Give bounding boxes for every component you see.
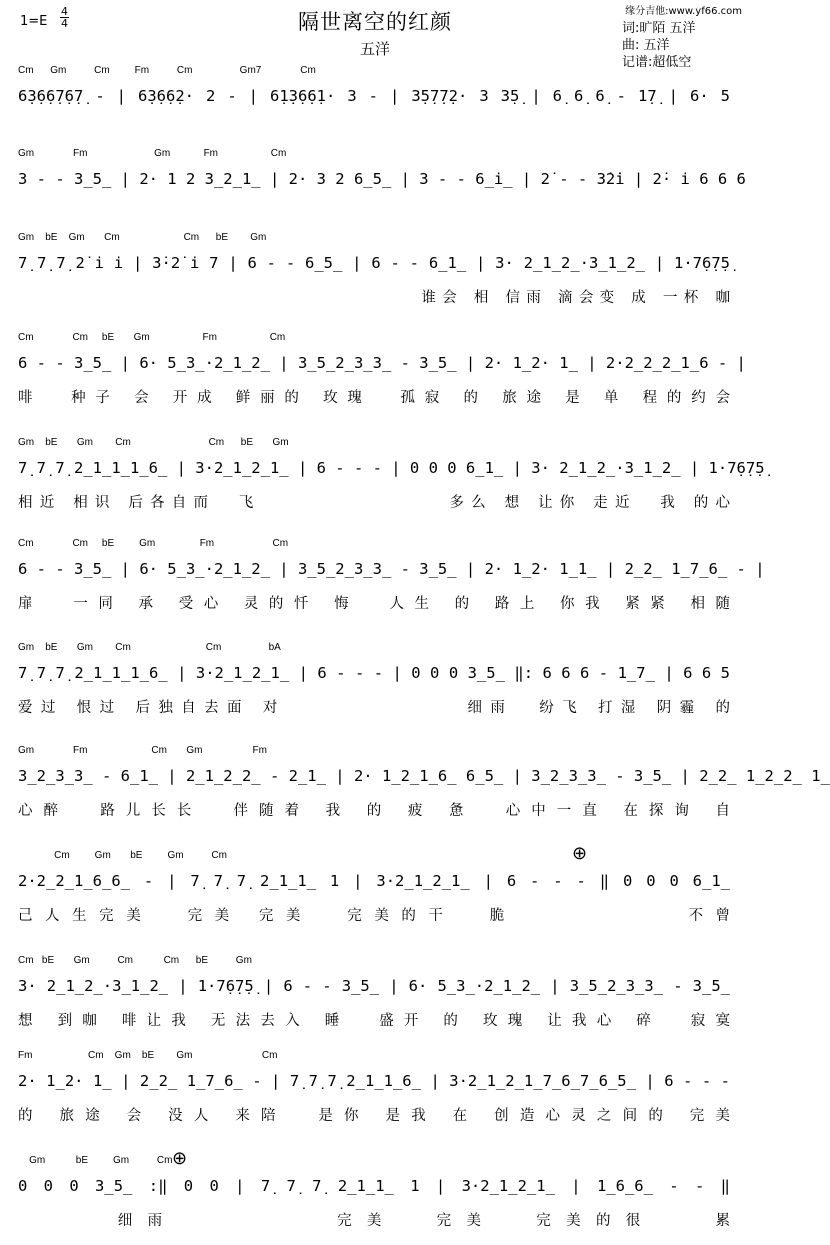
score-row [18, 65, 730, 155]
lyric-line: 己人生完美 完美 完美 完美的干 脆 不曾 [18, 908, 730, 924]
score-row [18, 1050, 730, 1140]
chord-line: Cm Cm bE Gm Fm Cm [18, 332, 286, 343]
notation-line: 6 - - 3̲5̲ | 6· 5̲3̲·2̲1̲2̲ | 3̲5̲2̲3̲3̲ - 3̲5̲ | 2· 1̲2· 1̲ | 2·2̲2̲2̲1̲6 - | [18, 354, 746, 372]
lyric-line: 啡 种子 会 开成 鲜丽的 玫瑰 孤寂 的 旅途 是 单 程的约会 [18, 390, 730, 406]
lyric-line: 谁会 相 信雨 滴会变 成 一杯 咖 [18, 290, 730, 306]
score-row [18, 745, 830, 835]
notation-line: 7̣ 7̣ 7̣ 2̇ i i | 3̇·2̇ i 7 | 6 - - 6̲5̲ | 6 - - 6̲1̲ | 3· 2̲1̲2̲·3̲1̲2̲ | 1·7̣6̣7̣5̣ [18, 254, 730, 272]
chord-line: Gm bE Gm Cm Cm bE Gm [18, 232, 267, 243]
lyric-line: 想 到咖 啡让我 无法去入 睡 盛开 的 玫瑰 让我心 碎 寂寞 [18, 1013, 730, 1029]
chord-line: Gm Fm Cm Gm Fm [18, 745, 267, 756]
singer-name: 五洋 [359, 40, 390, 58]
notation-line: 6̣3̣6̣6̣7̣6̣7̣ - | 6̣3̣6̣6̣2· 2 - | 6̣1̣3̣6̣6̣1· 3 - | 3̣5̣7̣7̣2· 3 3̣5̣ | 6̣ 6̣ 6̣ - 1̣7̣ | 6· 5 [18, 87, 730, 105]
credit-composer: 曲: 五洋 [622, 38, 670, 53]
key-signature: 1=E [20, 14, 48, 29]
chord-line: Gm bE Gm Cm Cm bA [18, 642, 281, 653]
coda-symbol: ⊕ [572, 843, 588, 864]
chord-line: Cm Gm bE Gm Cm [18, 850, 227, 861]
lyric-line: 相近 相识 后各自而 飞 多么 想 让你 走近 我 的心 [18, 495, 730, 511]
score-row [18, 437, 765, 527]
coda-symbol-2: ⊕ [172, 1148, 188, 1169]
chord-line: Cm Gm Cm Fm Cm Gm7 Cm [18, 65, 316, 76]
notation-line: 3̲2̲3̲3̲ - 6̲1̲ | 2̲1̲2̲2̲ - 2̲1̲ | 2· 1̲2̲1̲6̲ 6̲5̲ | 3̲2̲3̲3̲ - 3̲5̲ | 2̲2̲ 1̲2̲2̲ 1̲ [18, 767, 830, 785]
score-row [18, 850, 730, 940]
score-row [18, 1155, 730, 1245]
score-row [18, 642, 730, 732]
notation-line: 3 - - 3̲5̲ | 2· 1 2 3̲2̲1̲ | 2· 3 2 6̲5̲ | 3 - - 6̲i̲ | 2̇ - - 3̇2̇i | 2̇· i 6 6 6 [18, 170, 746, 188]
chord-line: Gm bE Gm Cm [18, 1155, 173, 1166]
credit-transcriber: 记谱:超低空 [622, 55, 692, 70]
notation-line: 2· 1̲2· 1̲ | 2̲2̲ 1̲7̲6̲ - | 7̣ 7̣ 7̣ 2̲1̲1̲6̲ | 3·2̲1̲2̲1̲7̲6̲7̲6̲5̲ | 6 - - - [18, 1072, 730, 1090]
notation-line: 0 0 0 3̲5̲ :‖ 0 0 | 7̣ 7̣ 7̣ 2̲1̲1̲ 1 | 3·2̲1̲2̲1̲ | 1̲6̲6̲ - - ‖ [18, 1177, 730, 1195]
meter-bottom: 4 [61, 17, 68, 30]
score-row [18, 955, 730, 1045]
lyric-line [18, 119, 730, 139]
notation-line: 7̣ 7̣ 7̣ 2̲1̲1̲1̲6̲ | 3·2̲1̲2̲1̲ | 6 - - - | 0 0 0 6̲1̲ | 3· 2̲1̲2̲·3̲1̲2̲ | 1·7̣6̣7̣5̣ [18, 459, 765, 477]
score-row [18, 148, 746, 238]
score-row [18, 538, 765, 628]
chord-line: Gm bE Gm Cm Cm bE Gm [18, 437, 289, 448]
notation-line: 2·2̲2̲1̲6̲6̲ - | 7̣ 7̣ 7̣ 2̲1̲1̲ 1 | 3·2̲1̲2̲1̲ | 6 - - - ‖ 0 0 0 6̲1̲ [18, 872, 730, 890]
score-row [18, 232, 730, 322]
credit-lyricist: 词:旷陌 五洋 [622, 21, 696, 36]
site-watermark: 缘分吉他:www.yf66.com [625, 6, 742, 17]
lyric-line [18, 202, 730, 222]
chord-line: Cm Cm bE Gm Fm Cm [18, 538, 289, 549]
credits [622, 20, 696, 71]
lyric-line: 心醉 路儿长长 伴随着 我 的 疲 惫 心中一直 在探询 自 [18, 803, 730, 819]
notation-line: 3· 2̲1̲2̲·3̲1̲2̲ | 1·7̣6̣7̣5̣ | 6 - - 3̲5̲ | 6· 5̲3̲·2̲1̲2̲ | 3̲5̲2̲3̲3̲ - 3̲5̲ [18, 977, 730, 995]
lyric-line: 扉 一同 承 受心 灵的忏 悔 人生 的 路上 你我 紧紧 相随 [18, 596, 730, 612]
lyric-line: 细雨 完美 完美 完美的很 累 [18, 1213, 730, 1229]
chord-line: Gm Fm Gm Fm Cm [18, 148, 287, 159]
lyric-line: 爱过 恨过 后独自去面 对 细雨 纷飞 打湿 阴霾 的 [18, 700, 730, 716]
notation-line: 6 - - 3̲5̲ | 6· 5̲3̲·2̲1̲2̲ | 3̲5̲2̲3̲3̲ - 3̲5̲ | 2· 1̲2· 1̲1̲ | 2̲2̲ 1̲7̲6̲ - | [18, 560, 765, 578]
song-title: 隔世离空的红颜 [298, 10, 452, 34]
chord-line: Cm bE Gm Cm Cm bE Gm [18, 955, 252, 966]
meter-top: 4 [61, 5, 68, 18]
notation-line: 7̣ 7̣ 7̣ 2̲1̲1̲1̲6̲ | 3·2̲1̲2̲1̲ | 6 - - - | 0 0 0 3̲5̲ ‖: 6 6 6 - 1̲7̲ | 6 6 5 [18, 664, 730, 682]
score-row [18, 332, 746, 422]
lyric-line: 的 旅途 会 没人 来陪 是你 是我 在 创造心灵之间的 完美 [18, 1108, 730, 1124]
chord-line: Fm Cm Gm bE Gm Cm [18, 1050, 278, 1061]
